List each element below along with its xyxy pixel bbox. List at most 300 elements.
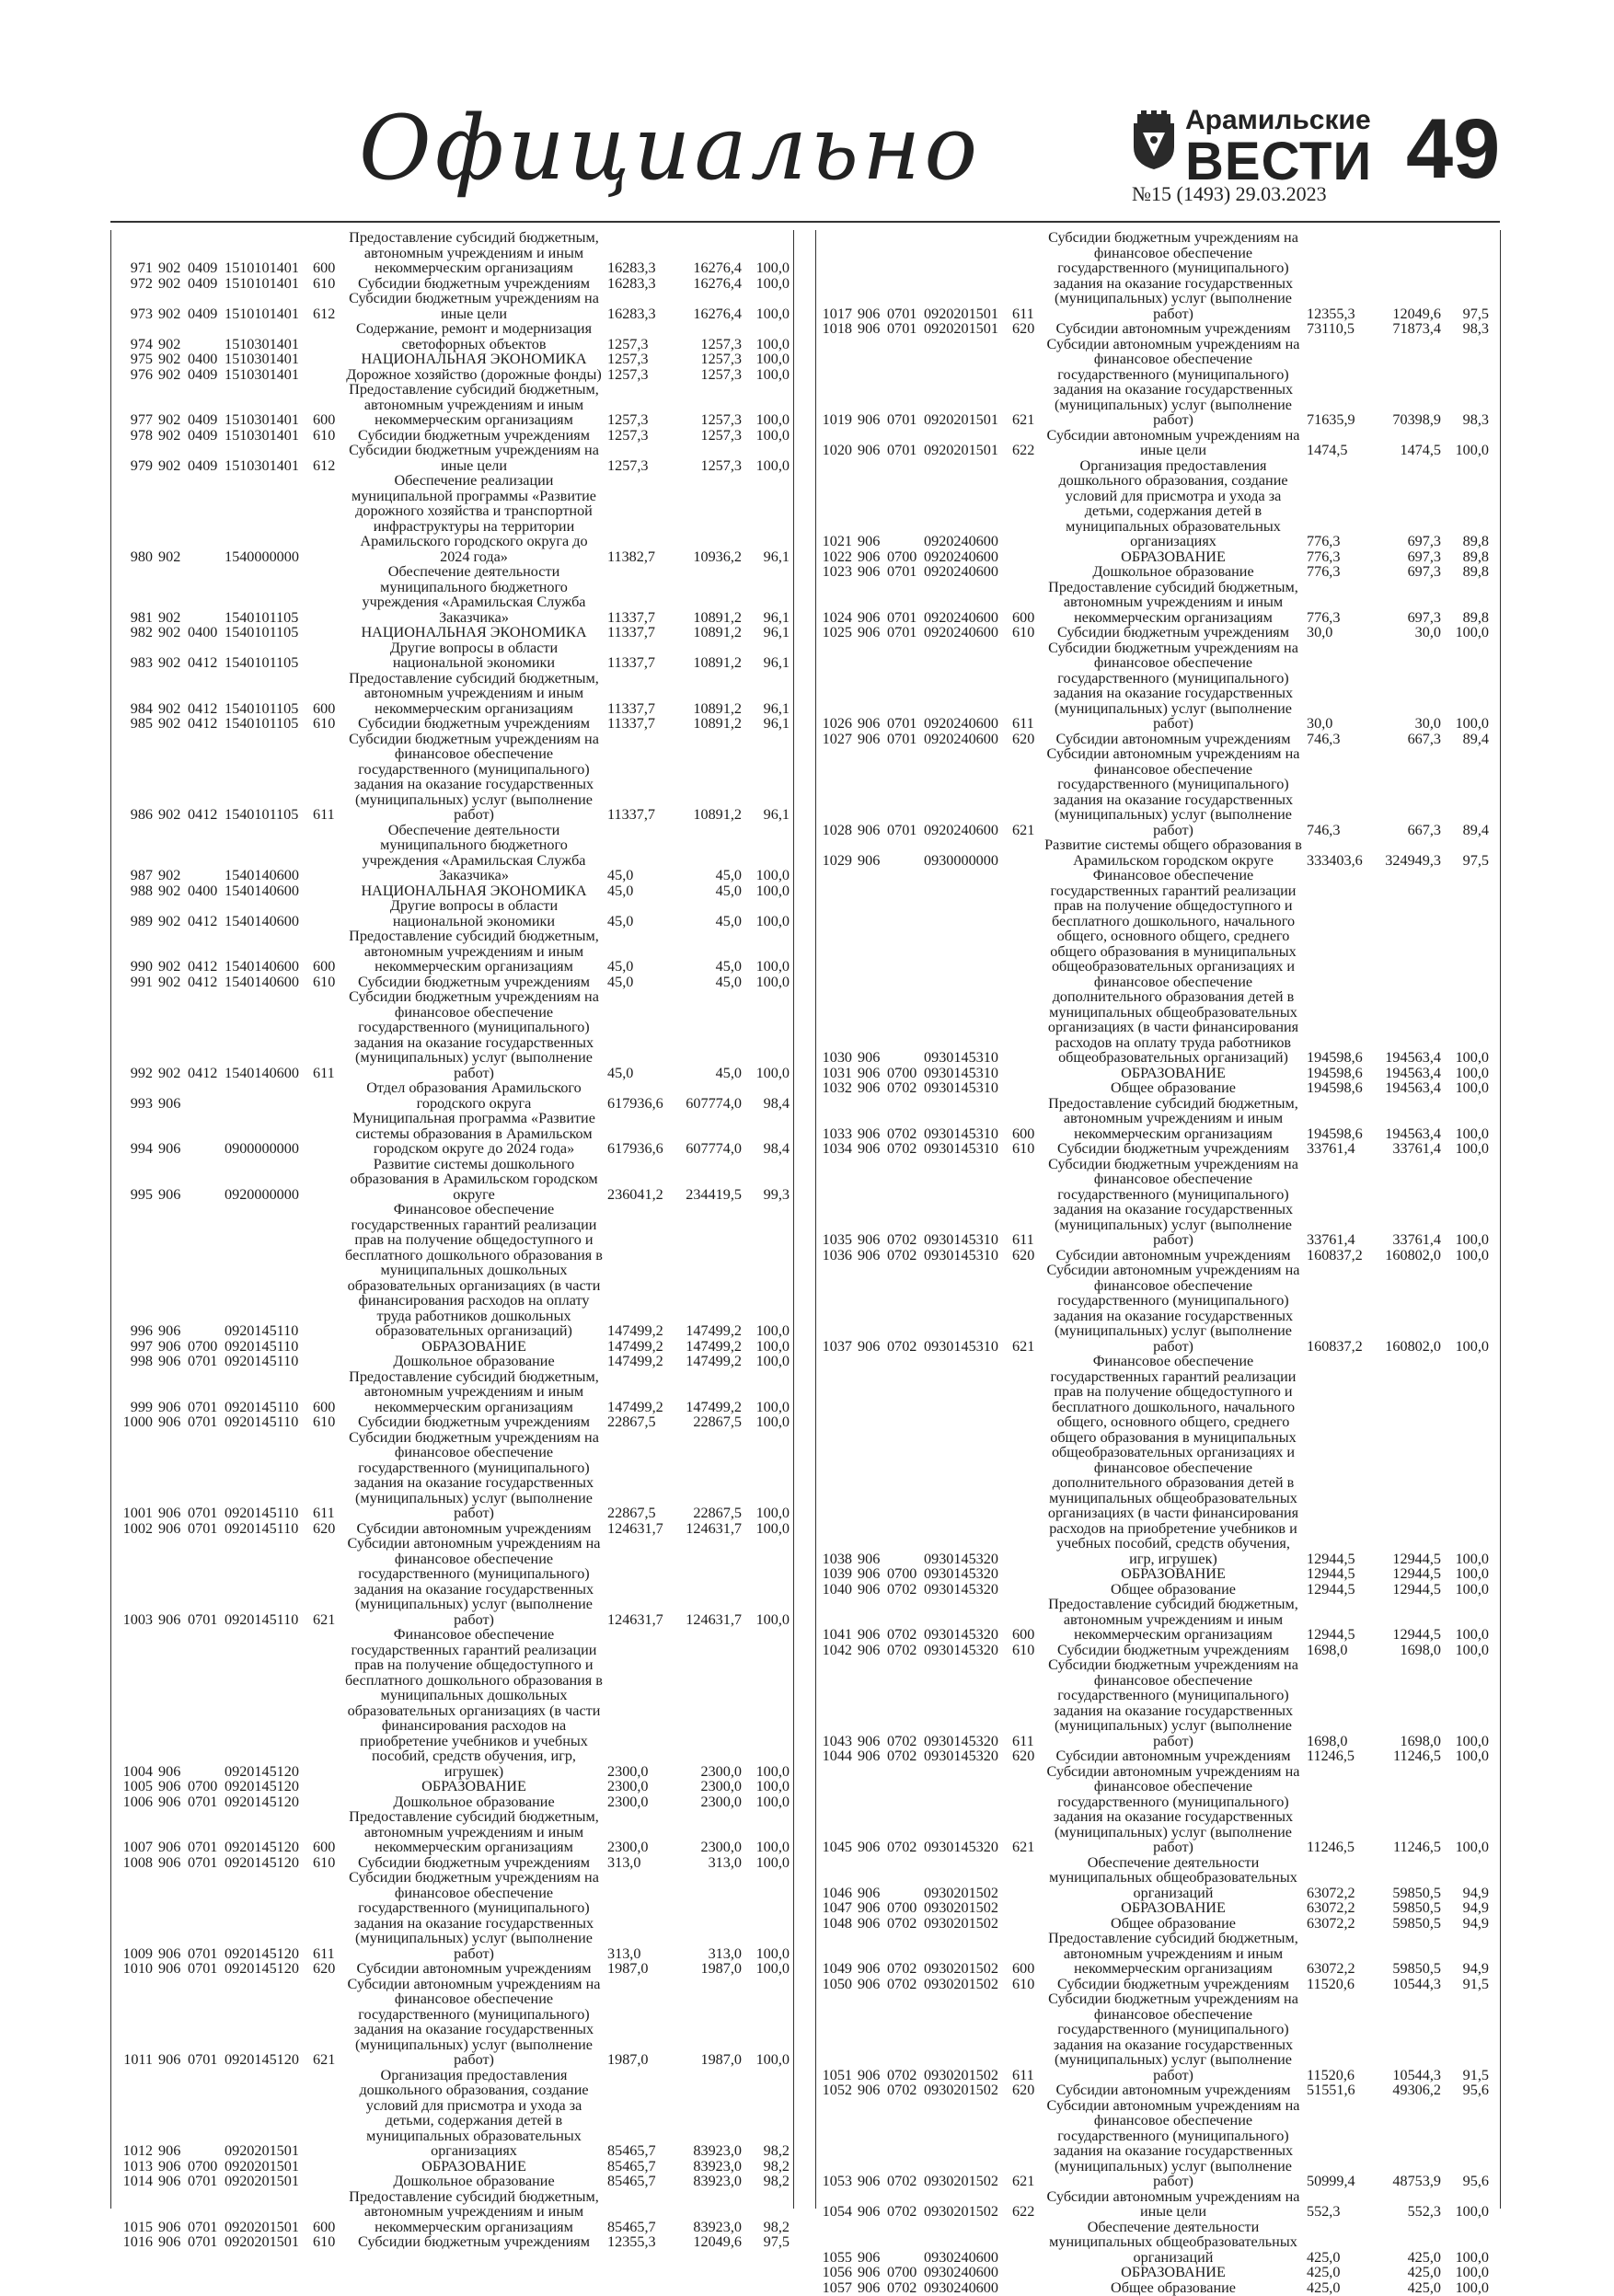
table-row [810, 1900, 1509, 1916]
row-number: 1028 [822, 821, 852, 838]
dept-code: 906 [158, 1398, 181, 1415]
target-code: 0930240600 [924, 2264, 998, 2280]
section-code: 0409 [188, 365, 218, 383]
item-name: Субсидии автономным учреждениям на финансовое обеспечение государственного (муниципального) задания на оказание государственных (муниципальных) услуг (выполнение работ) [1046, 1262, 1300, 1355]
planned-amount: 85465,7 [607, 2218, 656, 2235]
execution-percent: 89,4 [1462, 730, 1489, 747]
dept-code: 906 [858, 1231, 881, 1248]
dept-code: 906 [158, 1519, 181, 1537]
row-number: 1024 [822, 608, 852, 626]
target-code: 0920145110 [225, 1337, 299, 1355]
row-number: 997 [130, 1337, 153, 1355]
planned-amount: 147499,2 [607, 1322, 663, 1339]
item-name: Организация предоставления дошкольного образования, создание условий для присмотра и ухода за детьми, содержания детей в муниципальных образовательных организациях [359, 2066, 589, 2159]
planned-amount: 2300,0 [607, 1839, 649, 1855]
row-number: 1043 [822, 1732, 852, 1749]
planned-amount: 333403,6 [1307, 851, 1363, 869]
target-code: 0930145310 [924, 1246, 998, 1263]
section-code: 0412 [188, 973, 218, 990]
planned-amount: 776,3 [1307, 548, 1341, 565]
executed-amount: 16276,4 [693, 274, 742, 292]
target-code: 1510301401 [225, 335, 299, 352]
item-name: НАЦИОНАЛЬНАЯ ЭКОНОМИКА [361, 882, 587, 899]
planned-amount: 22867,5 [607, 1413, 656, 1430]
execution-percent: 100,0 [1455, 1550, 1489, 1567]
dept-code: 906 [858, 1960, 881, 1977]
planned-amount: 45,0 [607, 1064, 634, 1081]
target-code: 0930145320 [924, 1641, 998, 1658]
execution-percent: 100,0 [755, 2051, 790, 2068]
target-code: 0920201501 [225, 2233, 299, 2250]
planned-amount: 147499,2 [607, 1398, 663, 1415]
target-code: 1540101105 [225, 624, 299, 640]
executed-amount: 45,0 [715, 912, 742, 929]
expense-type-code: 620 [1012, 1748, 1035, 1764]
dept-code: 906 [858, 1914, 881, 1932]
expense-type-code: 621 [1012, 1337, 1035, 1355]
execution-percent: 100,0 [755, 1853, 790, 1871]
section-code: 0701 [887, 442, 917, 458]
executed-amount: 194563,4 [1385, 1064, 1441, 1081]
target-code: 0920240600 [924, 624, 998, 640]
planned-amount: 11520,6 [1307, 1975, 1355, 1992]
dept-code: 906 [858, 1337, 881, 1355]
row-number: 1005 [122, 1778, 153, 1794]
dept-code: 906 [858, 2279, 881, 2296]
section-code: 0702 [887, 2279, 917, 2296]
expense-type-code: 611 [313, 1064, 335, 1081]
target-code: 0920201501 [225, 2218, 299, 2235]
target-code: 0930145310 [924, 1140, 998, 1157]
section-code: 0409 [188, 260, 218, 276]
executed-amount: 160802,0 [1385, 1246, 1441, 1263]
executed-amount: 12944,5 [1392, 1550, 1441, 1567]
execution-percent: 100,0 [1455, 1049, 1489, 1066]
item-name: Субсидии автономным учреждениям на финансовое обеспечение государственного (муниципального) задания на оказание государственных (муниципальных) услуг (выполнение работ) [1046, 335, 1300, 428]
executed-amount: 10891,2 [693, 806, 742, 823]
section-code: 0701 [188, 1413, 218, 1430]
target-code: 0930145310 [924, 1079, 998, 1096]
execution-percent: 100,0 [755, 1944, 790, 1962]
executed-amount: 124631,7 [686, 1610, 742, 1628]
execution-percent: 100,0 [1455, 1079, 1489, 1096]
item-name: Субсидии бюджетным учреждениям на иные цели [349, 290, 599, 322]
execution-percent: 100,0 [1455, 1337, 1489, 1355]
coat-of-arms-icon [1130, 110, 1178, 171]
executed-amount: 697,3 [1407, 548, 1441, 565]
table-row [810, 1764, 1509, 1855]
planned-amount: 746,3 [1307, 821, 1341, 838]
target-code: 0920240600 [924, 548, 998, 565]
item-name: Субсидии бюджетным учреждениям [1057, 1975, 1289, 1992]
expense-type-code: 600 [313, 411, 336, 428]
planned-amount: 313,0 [607, 1853, 641, 1871]
planned-amount: 1987,0 [607, 1960, 649, 1977]
expense-type-code: 620 [313, 1960, 336, 1977]
execution-percent: 100,0 [755, 958, 790, 975]
section-code: 0701 [887, 608, 917, 626]
execution-percent: 100,0 [755, 1762, 790, 1780]
row-number: 981 [130, 608, 153, 626]
target-code: 1510101401 [225, 260, 299, 276]
section-code: 0409 [188, 274, 218, 292]
item-name: Субсидии бюджетным учреждениям [358, 2233, 590, 2250]
planned-amount: 11246,5 [1307, 1839, 1355, 1855]
dept-code: 906 [858, 1641, 881, 1658]
executed-amount: 160802,0 [1385, 1337, 1441, 1355]
executed-amount: 33761,4 [1392, 1140, 1441, 1157]
target-code: 1510101401 [225, 305, 299, 322]
row-number: 1018 [822, 320, 852, 337]
target-code: 0920145110 [225, 1505, 299, 1521]
item-name: Предоставление субсидий бюджетным, автономным учреждениям и иным некоммерческим организациям [1048, 1596, 1298, 1643]
expense-type-code: 611 [313, 1505, 335, 1521]
item-name: Развитие системы общего образования в Арамильском городском округе [1044, 836, 1302, 869]
expense-type-code: 612 [313, 305, 336, 322]
executed-amount: 697,3 [1407, 563, 1441, 580]
execution-percent: 95,6 [1462, 2082, 1489, 2098]
executed-amount: 59850,5 [1392, 1960, 1441, 1977]
row-number: 1030 [822, 1049, 852, 1066]
item-name: Субсидии бюджетным учреждениям на финансовое обеспечение государственного (муниципального) задания на оказание государственных (муниципальных) услуг (выполнение работ) [1048, 1656, 1298, 1749]
section-code: 0702 [887, 1914, 917, 1932]
executed-amount: 1698,0 [1400, 1732, 1441, 1749]
execution-percent: 100,0 [1455, 2203, 1489, 2220]
planned-amount: 45,0 [607, 912, 634, 929]
dept-code: 906 [858, 533, 881, 549]
section-code: 0701 [188, 1793, 218, 1810]
planned-amount: 16283,3 [607, 260, 656, 276]
item-name: Обеспечение деятельности муниципальных общеобразовательных организаций [1049, 1853, 1297, 1901]
row-number: 1002 [122, 1519, 153, 1537]
item-name: ОБРАЗОВАНИЕ [1121, 548, 1226, 565]
planned-amount: 236041,2 [607, 1185, 663, 1203]
dept-code: 906 [858, 1748, 881, 1764]
planned-amount: 30,0 [1307, 715, 1333, 732]
executed-amount: 425,0 [1407, 2264, 1441, 2280]
executed-amount: 10936,2 [693, 548, 742, 565]
target-code: 0920201501 [924, 320, 998, 337]
executed-amount: 697,3 [1407, 533, 1441, 549]
item-name: Субсидии бюджетным учреждениям на финансовое обеспечение государственного (муниципального) задания на оказание государственных (муниципальных) услуг (выполнение работ) [1048, 1155, 1298, 1248]
section-code: 0400 [188, 882, 218, 899]
dept-code: 902 [158, 351, 181, 367]
execution-percent: 100,0 [755, 426, 790, 444]
dept-code: 906 [158, 1610, 181, 1628]
row-number: 998 [130, 1353, 153, 1369]
target-code: 0920145120 [225, 1944, 299, 1962]
target-code: 0920240600 [924, 715, 998, 732]
target-code: 1540101105 [225, 715, 299, 732]
target-code: 0920145120 [225, 1960, 299, 1977]
expense-type-code: 600 [1012, 1626, 1035, 1643]
row-number: 999 [130, 1398, 153, 1415]
table-row [110, 1977, 810, 2068]
section-code: 0701 [188, 2173, 218, 2189]
executed-amount: 147499,2 [686, 1322, 742, 1339]
target-code: 0920240600 [924, 563, 998, 580]
row-number: 986 [130, 806, 153, 823]
execution-percent: 98,2 [763, 2157, 790, 2175]
row-number: 1022 [822, 548, 852, 565]
planned-amount: 85465,7 [607, 2157, 656, 2175]
execution-percent: 100,0 [1455, 1641, 1489, 1658]
item-name: НАЦИОНАЛЬНАЯ ЭКОНОМИКА [361, 624, 587, 640]
dept-code: 902 [158, 654, 181, 671]
item-name: Предоставление субсидий бюджетным, автономным учреждениям и иным некоммерческим организациям [349, 669, 599, 717]
item-name: ОБРАЗОВАНИЕ [421, 1337, 526, 1355]
table-row [810, 868, 1509, 1066]
table-row [110, 1414, 810, 1430]
table-row [810, 2280, 1509, 2296]
dept-code: 906 [858, 2173, 881, 2189]
expense-type-code: 611 [1012, 1231, 1034, 1248]
dept-code: 906 [158, 1839, 181, 1855]
execution-percent: 100,0 [755, 335, 790, 352]
section-code: 0702 [887, 1839, 917, 1855]
section-code: 0412 [188, 715, 218, 732]
executed-amount: 30,0 [1414, 715, 1441, 732]
row-number: 1016 [122, 2233, 153, 2250]
planned-amount: 1257,3 [607, 351, 649, 367]
row-number: 1029 [822, 851, 852, 869]
section-code: 0702 [887, 1580, 917, 1598]
item-name: Субсидии автономным учреждениям на иные цели [1046, 426, 1300, 458]
row-number: 1036 [822, 1246, 852, 1263]
executed-amount: 2300,0 [700, 1793, 742, 1810]
dept-code: 906 [858, 1899, 881, 1916]
table-row [810, 1855, 1509, 1901]
executed-amount: 12944,5 [1392, 1580, 1441, 1598]
executed-amount: 1257,3 [700, 456, 742, 474]
target-code: 0930145320 [924, 1626, 998, 1643]
row-number: 1007 [122, 1839, 153, 1855]
section-code: 0409 [188, 305, 218, 322]
row-number: 994 [130, 1140, 153, 1157]
expense-type-code: 610 [1012, 1975, 1035, 1992]
target-code: 0930145310 [924, 1049, 998, 1066]
planned-amount: 1698,0 [1307, 1732, 1348, 1749]
row-number: 1046 [822, 1884, 852, 1901]
row-number: 987 [130, 867, 153, 883]
row-number: 974 [130, 335, 153, 352]
table-row [810, 564, 1509, 580]
section-code: 0701 [887, 624, 917, 640]
row-number: 1014 [122, 2173, 153, 2189]
target-code: 0930145320 [924, 1580, 998, 1598]
executed-amount: 10891,2 [693, 624, 742, 640]
execution-percent: 100,0 [755, 1413, 790, 1430]
executed-amount: 1257,3 [700, 335, 742, 352]
expense-type-code: 600 [1012, 1960, 1035, 1977]
table-row [110, 352, 810, 367]
table-row [110, 2174, 810, 2189]
item-name: Субсидии автономным учреждениям на финансовое обеспечение государственного (муниципального) задания на оказание государственных (муниципальных) услуг (выполнение работ) [1046, 1762, 1300, 1855]
row-number: 1049 [822, 1960, 852, 1977]
target-code: 0930240600 [924, 2279, 998, 2296]
execution-percent: 100,0 [755, 1064, 790, 1081]
planned-amount: 12355,3 [607, 2233, 656, 2250]
row-number: 1057 [822, 2279, 852, 2296]
table-row [810, 837, 1509, 868]
planned-amount: 160837,2 [1307, 1337, 1363, 1355]
executed-amount: 1474,5 [1400, 442, 1441, 458]
target-code: 0920145120 [225, 2051, 299, 2068]
execution-percent: 96,1 [763, 715, 790, 732]
dept-code: 906 [858, 1246, 881, 1263]
execution-percent: 89,8 [1462, 563, 1489, 580]
item-name: Субсидии бюджетным учреждениям на финансовое обеспечение государственного (муниципального) задания на оказание государственных (муниципальных) услуг (выполнение работ) [1048, 229, 1298, 322]
target-code: 1540101105 [225, 654, 299, 671]
expense-type-code: 610 [313, 715, 336, 732]
table-row [810, 2083, 1509, 2098]
row-number: 1019 [822, 411, 852, 428]
budget-table-right [810, 230, 1509, 2295]
item-name: Субсидии бюджетным учреждениям на финансовое обеспечение государственного (муниципального) задания на оказание государственных (муниципальных) услуг (выполнение работ) [349, 988, 599, 1081]
execution-percent: 96,1 [763, 699, 790, 717]
execution-percent: 96,1 [763, 806, 790, 823]
table-row [110, 640, 810, 671]
item-name: Дошкольное образование [1092, 563, 1254, 580]
table-row [110, 929, 810, 975]
executed-amount: 10544,3 [1392, 2066, 1441, 2083]
section-code: 0409 [188, 426, 218, 444]
target-code: 1510301401 [225, 426, 299, 444]
page-number: 49 [1406, 102, 1501, 196]
target-code: 0920145120 [225, 1839, 299, 1855]
executed-amount: 194563,4 [1385, 1125, 1441, 1142]
dept-code: 906 [158, 2233, 181, 2250]
row-number: 1039 [822, 1565, 852, 1582]
dept-code: 902 [158, 867, 181, 883]
dept-code: 906 [158, 1353, 181, 1369]
section-code: 0701 [188, 1960, 218, 1977]
executed-amount: 607774,0 [686, 1140, 742, 1157]
table-row [110, 291, 810, 321]
target-code: 0920145120 [225, 1762, 299, 1780]
executed-amount: 12944,5 [1392, 1626, 1441, 1643]
planned-amount: 194598,6 [1307, 1079, 1363, 1096]
execution-percent: 100,0 [755, 973, 790, 990]
execution-percent: 100,0 [1455, 1626, 1489, 1643]
planned-amount: 12944,5 [1307, 1580, 1355, 1598]
planned-amount: 71635,9 [1307, 411, 1355, 428]
row-number: 1025 [822, 624, 852, 640]
execution-percent: 98,2 [763, 2218, 790, 2235]
section-code: 0701 [188, 2218, 218, 2235]
budget-table-left [110, 230, 810, 2250]
item-name: Финансовое обеспечение государственных гарантий реализации прав на получение общедоступного и бесплатного дошкольного, начального общего, основного общего, среднего общего образования в муниципальных общеобразовательных организациях и финансовое обеспечение дополнительного образования детей в муниципальных общеобразовательных организациях (в части финансирования расходов на приобретение учебников и учебных пособий, средств обучения, игр, игрушек) [1047, 1353, 1299, 1567]
execution-percent: 100,0 [1455, 624, 1489, 640]
issue-info: №15 (1493) 29.03.2023 [1132, 182, 1327, 205]
planned-amount: 11337,7 [607, 624, 656, 640]
row-number: 1031 [822, 1064, 852, 1081]
dept-code: 902 [158, 426, 181, 444]
executed-amount: 667,3 [1407, 821, 1441, 838]
dept-code: 906 [858, 1732, 881, 1749]
target-code: 0920201501 [225, 2173, 299, 2189]
item-name: Отдел образования Арамильского городского округа [366, 1079, 582, 1112]
expense-type-code: 620 [1012, 320, 1035, 337]
row-number: 979 [130, 456, 153, 474]
dept-code: 902 [158, 1064, 181, 1081]
logo-top-text: Арамильские [1185, 105, 1371, 135]
table-row [810, 1157, 1509, 1248]
executed-amount: 10891,2 [693, 699, 742, 717]
executed-amount: 12049,6 [693, 2233, 742, 2250]
executed-amount: 83923,0 [693, 2218, 742, 2235]
executed-amount: 194563,4 [1385, 1049, 1441, 1066]
table-row [110, 1809, 810, 1855]
dept-code: 906 [858, 1125, 881, 1142]
row-number: 1012 [122, 2142, 153, 2159]
section-code: 0701 [188, 1505, 218, 1521]
table-row [110, 428, 810, 444]
dept-code: 906 [858, 1064, 881, 1081]
target-code: 0920145110 [225, 1353, 299, 1369]
table-row [110, 1339, 810, 1355]
table-row [810, 2220, 1509, 2266]
table-row [810, 549, 1509, 565]
dept-code: 906 [858, 1626, 881, 1643]
section-code: 0409 [188, 411, 218, 428]
item-name: Предоставление субсидий бюджетным, автономным учреждениям и иным некоммерческим организациям [349, 1808, 599, 1855]
item-name: ОБРАЗОВАНИЕ [421, 1778, 526, 1794]
section-code: 0702 [887, 1079, 917, 1096]
execution-percent: 96,1 [763, 654, 790, 671]
planned-amount: 45,0 [607, 973, 634, 990]
section-code: 0412 [188, 654, 218, 671]
execution-percent: 97,5 [763, 2233, 790, 2250]
table-row [110, 1855, 810, 1871]
executed-amount: 16276,4 [693, 305, 742, 322]
dept-code: 906 [858, 624, 881, 640]
table-row [810, 2265, 1509, 2280]
item-name: Предоставление субсидий бюджетным, автономным учреждениям и иным некоммерческим организациям [349, 381, 599, 428]
row-number: 1010 [122, 1960, 153, 1977]
section-code: 0702 [887, 2173, 917, 2189]
expense-type-code: 610 [313, 2233, 336, 2250]
planned-amount: 1257,3 [607, 411, 649, 428]
row-number: 1055 [822, 2248, 852, 2266]
row-number: 977 [130, 411, 153, 428]
row-number: 992 [130, 1064, 153, 1081]
planned-amount: 194598,6 [1307, 1064, 1363, 1081]
item-name: Субсидии автономным учреждениям на иные цели [1046, 2187, 1300, 2220]
executed-amount: 1698,0 [1400, 1641, 1441, 1658]
row-number: 1050 [822, 1975, 852, 1992]
executed-amount: 1987,0 [700, 1960, 742, 1977]
expense-type-code: 621 [1012, 821, 1035, 838]
expense-type-code: 600 [313, 958, 336, 975]
expense-type-code: 610 [1012, 624, 1035, 640]
item-name: Дошкольное образование [393, 1353, 555, 1369]
planned-amount: 425,0 [1307, 2264, 1341, 2280]
row-number: 991 [130, 973, 153, 990]
expense-type-code: 600 [1012, 1125, 1035, 1142]
dept-code: 906 [158, 1094, 181, 1112]
planned-amount: 11382,7 [607, 548, 656, 565]
expense-type-code: 620 [1012, 2082, 1035, 2098]
planned-amount: 425,0 [1307, 2248, 1341, 2266]
table-row [110, 443, 810, 473]
table-row [810, 746, 1509, 837]
table-row [810, 321, 1509, 337]
execution-percent: 100,0 [1455, 1064, 1489, 1081]
item-name: ОБРАЗОВАНИЕ [1121, 1899, 1226, 1916]
executed-amount: 1257,3 [700, 365, 742, 383]
table-row [810, 1748, 1509, 1764]
